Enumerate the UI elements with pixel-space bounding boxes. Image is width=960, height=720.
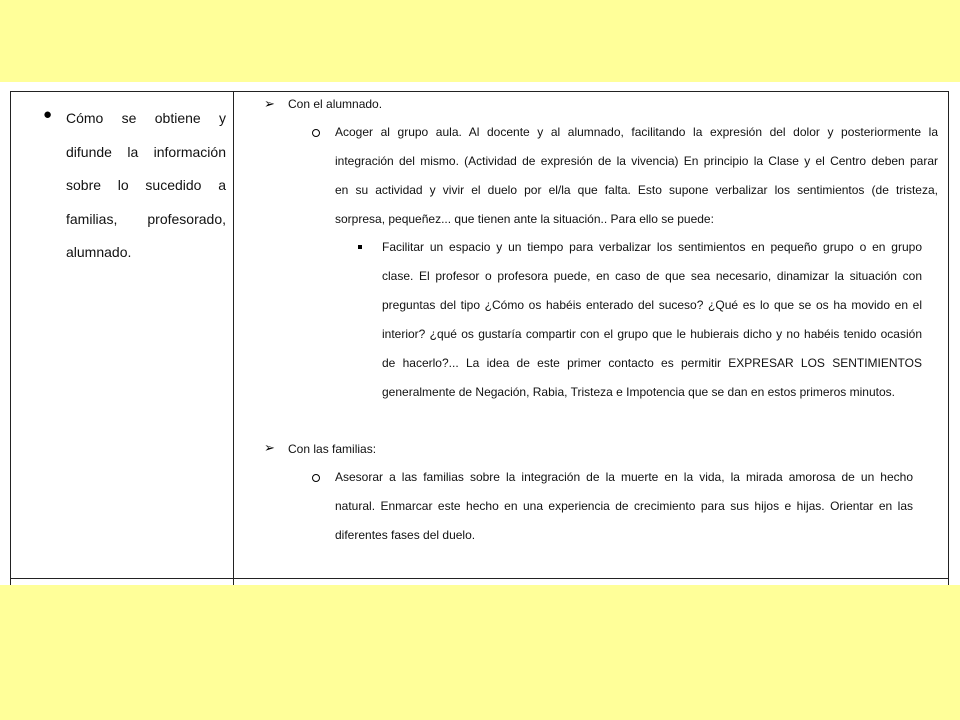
document-page — [0, 82, 960, 585]
arrow-bullet-icon: ➢ — [264, 440, 275, 455]
familias-paragraph — [335, 463, 913, 550]
alumnado-paragraph — [335, 118, 938, 234]
paragraph-line: de hacerlo?... La idea de este primer contacto es permitir EXPRESAR LOS SENTIMIENTOS — [382, 356, 922, 370]
content-table — [10, 91, 949, 585]
paragraph-line: diferentes fases del duelo. — [335, 528, 476, 542]
paragraph-line: en su actividad y vivir el duelo por el/la que falta. Esto supone verbalizar los sentimientos (de tristeza, — [335, 183, 938, 197]
column-divider — [233, 92, 234, 585]
paragraph-line: interior? ¿qué os gustaría compartir con el grupo que le hubierais dicho y no habéis tenido ocasión — [382, 327, 922, 341]
table-row-border — [10, 578, 949, 579]
left-cell-text: Cómo se obtiene y difunde la información sobre lo sucedido a familias, profesorado, alumnado. — [66, 110, 226, 260]
square-bullet-icon — [358, 245, 362, 249]
paragraph-line: Facilitar un espacio y un tiempo para verbalizar los sentimientos en pequeño grupo o en grupo — [382, 240, 922, 254]
paragraph-line: Acoger al grupo aula. Al docente y al alumnado, facilitando la expresión del dolor y posteriormente la — [335, 125, 938, 139]
arrow-bullet-icon: ➢ — [264, 96, 275, 111]
paragraph-line: sorpresa, pequeñez... que tienen ante la situación.. Para ello se puede: — [335, 212, 714, 226]
circle-bullet-icon — [312, 129, 320, 137]
section-heading-familias: Con las familias: — [288, 442, 377, 456]
bullet-dot-icon: ● — [43, 106, 53, 123]
paragraph-line: clase. El profesor o profesora puede, en caso de que sea necesario, dinamizar la situación con — [382, 269, 922, 283]
paragraph-line: preguntas del tipo ¿Cómo os habéis enterado del suceso? ¿Qué es lo que se os ha movido en el — [382, 298, 922, 312]
circle-bullet-icon — [312, 474, 320, 482]
paragraph-line: integración del mismo. (Actividad de expresión de la vivencia) En principio la Clase y el Centro deben parar — [335, 154, 938, 168]
section-heading-alumnado: Con el alumnado. — [288, 97, 383, 111]
paragraph-line: generalmente de Negación, Rabia, Tristeza e Impotencia que se dan en estos primeros minutos. — [382, 385, 895, 399]
paragraph-line: Asesorar a las familias sobre la integración de la muerte en la vida, la mirada amorosa de un hecho — [335, 470, 913, 484]
paragraph-line: natural. Enmarcar este hecho en una experiencia de crecimiento para sus hijos e hijas. Orientar en las — [335, 499, 913, 513]
sub-point-paragraph — [382, 233, 922, 407]
